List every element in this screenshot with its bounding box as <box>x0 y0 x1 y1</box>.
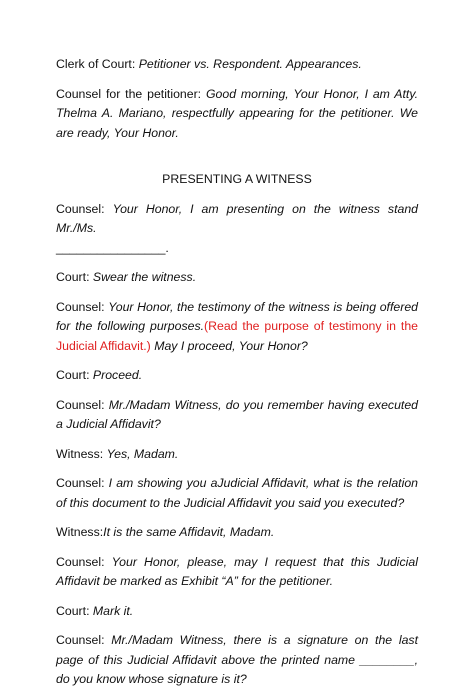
paragraph-presenting-witness <box>56 200 418 259</box>
dialogue-text: Mr./Madam Witness, there is a signature on the last page of this Judicial Affidavit above the printed name ________, do you know whose signature is it? <box>56 633 418 686</box>
dialogue-text: Your Honor, the testimony of the witness is being offered for the following purposes. <box>56 299 418 333</box>
speaker-label: Counsel for the petitioner: <box>56 86 206 101</box>
speaker-label: Counsel: <box>56 397 109 412</box>
speaker-label: Counsel: <box>56 554 112 569</box>
paragraph-signature-question <box>56 631 418 690</box>
dialogue-text-continued: May I proceed, Your Honor? <box>150 338 308 353</box>
paragraph-showing-affidavit <box>56 474 418 513</box>
speaker-label: Counsel: <box>56 633 112 647</box>
speaker-label: Clerk of Court: <box>56 57 139 71</box>
dialogue-text: Mark it. <box>92 603 134 618</box>
dialogue-text: Your Honor, I am presenting on the witness stand Mr./Ms. <box>56 201 419 235</box>
speaker-label: Counsel: <box>56 299 109 314</box>
dialogue-text: Your Honor, please, may I request that this Judicial Affidavit be marked as Exhibit “A” for the petitioner. <box>56 554 418 588</box>
dialogue-text: Mr./Madam Witness, do you remember having executed a Judicial Affidavit? <box>56 397 419 431</box>
paragraph-clerk-appearances <box>56 55 418 75</box>
dialogue-text: Yes, Madam. <box>106 446 179 461</box>
speaker-label: Court: <box>56 368 93 382</box>
speaker-label: Witness: <box>56 446 107 461</box>
paragraph-witness-same <box>56 523 418 543</box>
paragraph-court-mark <box>56 602 418 622</box>
paragraph-offer-testimony <box>56 298 418 357</box>
paragraph-court-proceed <box>56 366 418 386</box>
dialogue-text: I am showing you aJudicial Affidavit, what is the relation of this document to the Judicial Affidavit you said you executed? <box>56 476 418 510</box>
name-blank: ________________. <box>56 240 169 255</box>
paragraph-counsel-appearance <box>56 85 418 144</box>
paragraph-question-executed <box>56 396 418 435</box>
dialogue-text: It is the same Affidavit, Madam. <box>103 525 275 539</box>
section-heading: PRESENTING A WITNESS <box>162 172 312 186</box>
dialogue-text: Petitioner vs. Respondent. Appearances. <box>138 57 362 71</box>
speaker-label: Witness: <box>56 525 104 539</box>
speaker-label: Court: <box>56 270 93 284</box>
speaker-label: Counsel: <box>56 476 109 490</box>
dialogue-text: Good morning, Your Honor, I am Atty. Thelma A. Mariano, respectfully appearing for the petitioner. We are ready, Your Honor. <box>56 86 418 140</box>
paragraph-witness-yes <box>56 445 418 465</box>
paragraph-request-marking <box>56 553 418 592</box>
paragraph-court-swear <box>56 268 418 288</box>
speaker-label: Court: <box>56 603 93 618</box>
instruction-note: (Read the purpose of testimony in the Judicial Affidavit.) <box>56 319 418 353</box>
dialogue-text: Swear the witness. <box>92 270 197 284</box>
speaker-label: Counsel: <box>56 201 113 216</box>
dialogue-text: Proceed. <box>92 368 143 382</box>
